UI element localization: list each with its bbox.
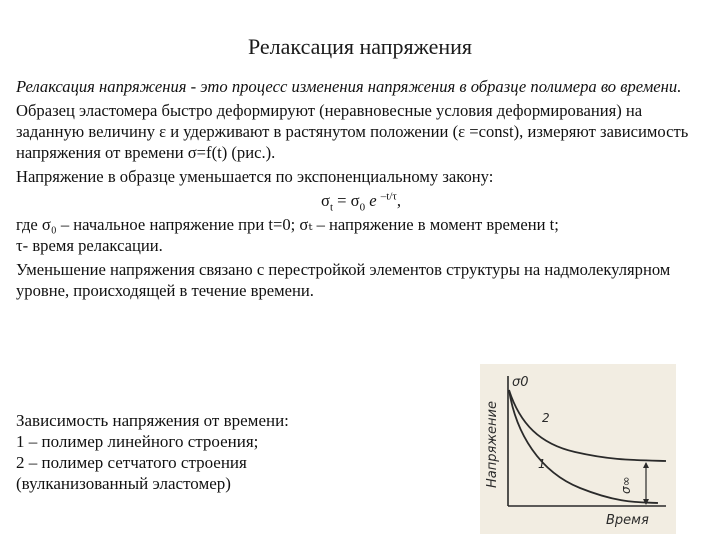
caption-line-3: 2 – полимер сетчатого строения — [16, 453, 247, 472]
caption-line-1: Зависимость напряжения от времени: — [16, 411, 289, 430]
x-axis-label: Время — [606, 513, 649, 528]
relaxation-formula — [16, 190, 706, 214]
sigma-0-label: σ0 — [512, 375, 529, 390]
caption-line-4: (вулканизованный эластомер) — [16, 474, 231, 493]
figure-caption — [16, 410, 456, 494]
formula-lhs-sub: t — [329, 201, 334, 214]
curve-2-label: 2 — [542, 411, 550, 425]
formula-exp-power: –t/τ — [380, 190, 397, 203]
explanation-line-2: τ- время релаксации. — [16, 236, 163, 255]
sigma-inf-arrowhead-top — [643, 462, 649, 468]
curve-1-label: 1 — [538, 457, 546, 471]
relaxation-graph — [480, 364, 676, 534]
y-axis-label: Напряжение — [485, 401, 500, 488]
formula-rhs-symbol: σ — [350, 191, 360, 210]
explanation-line-1: где σ₀ – начальное напряжение при t=0; σₜ – напряжение в момент времени t; — [16, 215, 559, 234]
formula-exp-base: e — [365, 191, 381, 210]
formula-lhs-symbol: σ — [321, 191, 330, 210]
law-paragraph: Напряжение в образце уменьшается по экспоненциальному закону: — [16, 167, 494, 186]
method-paragraph: Образец эластомера быстро деформируют (неравновесные условия деформирования) на заданную величину ε и удерживают в растянутом положении (ε =const), измеряют зависимость напряжения от времени σ=f(t) (рис.). — [16, 101, 689, 162]
sigma-inf-label: σ∞ — [619, 476, 633, 494]
curve-1 — [509, 390, 658, 503]
definition-paragraph: Релаксация напряжения - это процесс изменения напряжения в образце полимера во времени. — [16, 77, 682, 96]
formula-rhs-sub: 0 — [359, 201, 366, 214]
formula-equals: = — [333, 191, 351, 210]
structure-paragraph: Уменьшение напряжения связано с перестройкой элементов структуры на надмолекулярном уровне, происходящей в течение времени. — [16, 260, 671, 300]
caption-line-2: 1 – полимер линейного строения; — [16, 432, 259, 451]
relaxation-graph-svg — [480, 364, 676, 534]
slide-body — [16, 76, 706, 304]
formula-tail: , — [396, 191, 401, 210]
slide-title: Релаксация напряжения — [247, 34, 473, 59]
